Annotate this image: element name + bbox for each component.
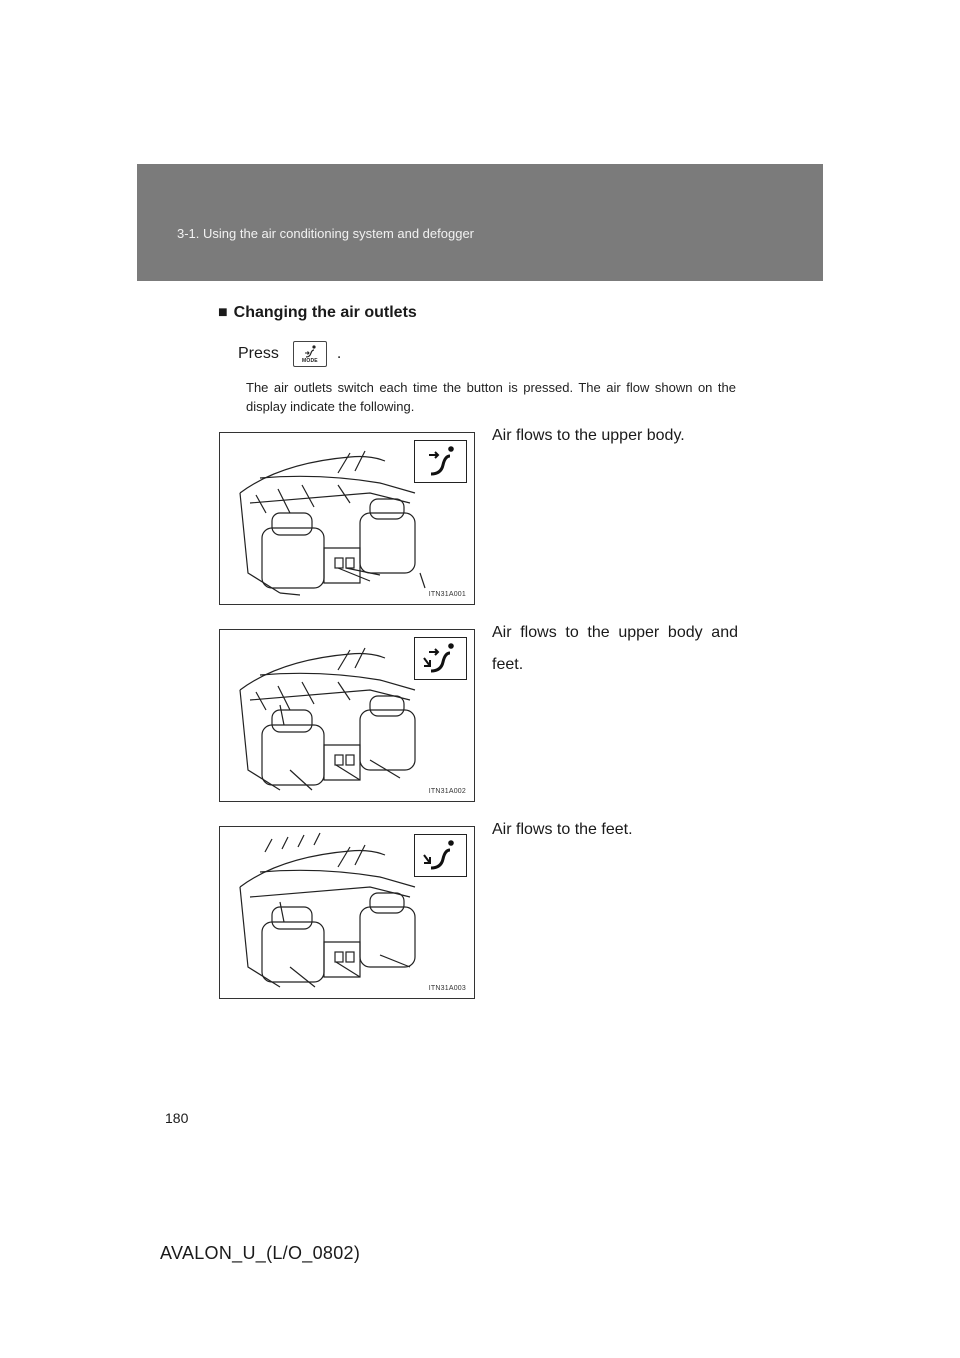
figure-bi-level-mode: [219, 629, 475, 802]
foot-vent-icon: [414, 834, 467, 877]
mode-button-icon: [293, 341, 327, 367]
footer-code: AVALON_U_(L/O_0802): [160, 1243, 361, 1263]
mode-caption: Air flows to the feet.: [492, 821, 633, 838]
outlet-note: The air outlets switch each time the button is pressed. The air flow shown on the display indicate the following.: [246, 380, 736, 414]
chapter-header: [137, 164, 823, 281]
figure-foot-mode: [219, 826, 475, 999]
chapter-section-title: 3-1. Using the air conditioning system and defogger: [177, 226, 475, 241]
section-heading-text: Changing the air outlets: [233, 304, 417, 321]
figure-code: ITN31A002: [428, 788, 466, 795]
figure-code: ITN31A003: [428, 985, 466, 992]
face-vent-icon: [414, 440, 467, 483]
section-heading: [218, 304, 417, 322]
figure-face-mode: [219, 432, 475, 605]
press-instruction: [238, 342, 341, 366]
figure-code: ITN31A001: [428, 591, 466, 598]
mode-caption: Air flows to the upper body and feet.: [492, 624, 738, 673]
mode-caption: Air flows to the upper body.: [492, 427, 685, 444]
press-suffix: .: [336, 345, 342, 362]
page-number: 180: [165, 1110, 189, 1126]
square-bullet-icon: ■: [218, 304, 228, 321]
mode-button-label: MODE: [302, 358, 318, 364]
press-prefix: Press: [238, 345, 279, 362]
bi-level-vent-icon: [414, 637, 467, 680]
